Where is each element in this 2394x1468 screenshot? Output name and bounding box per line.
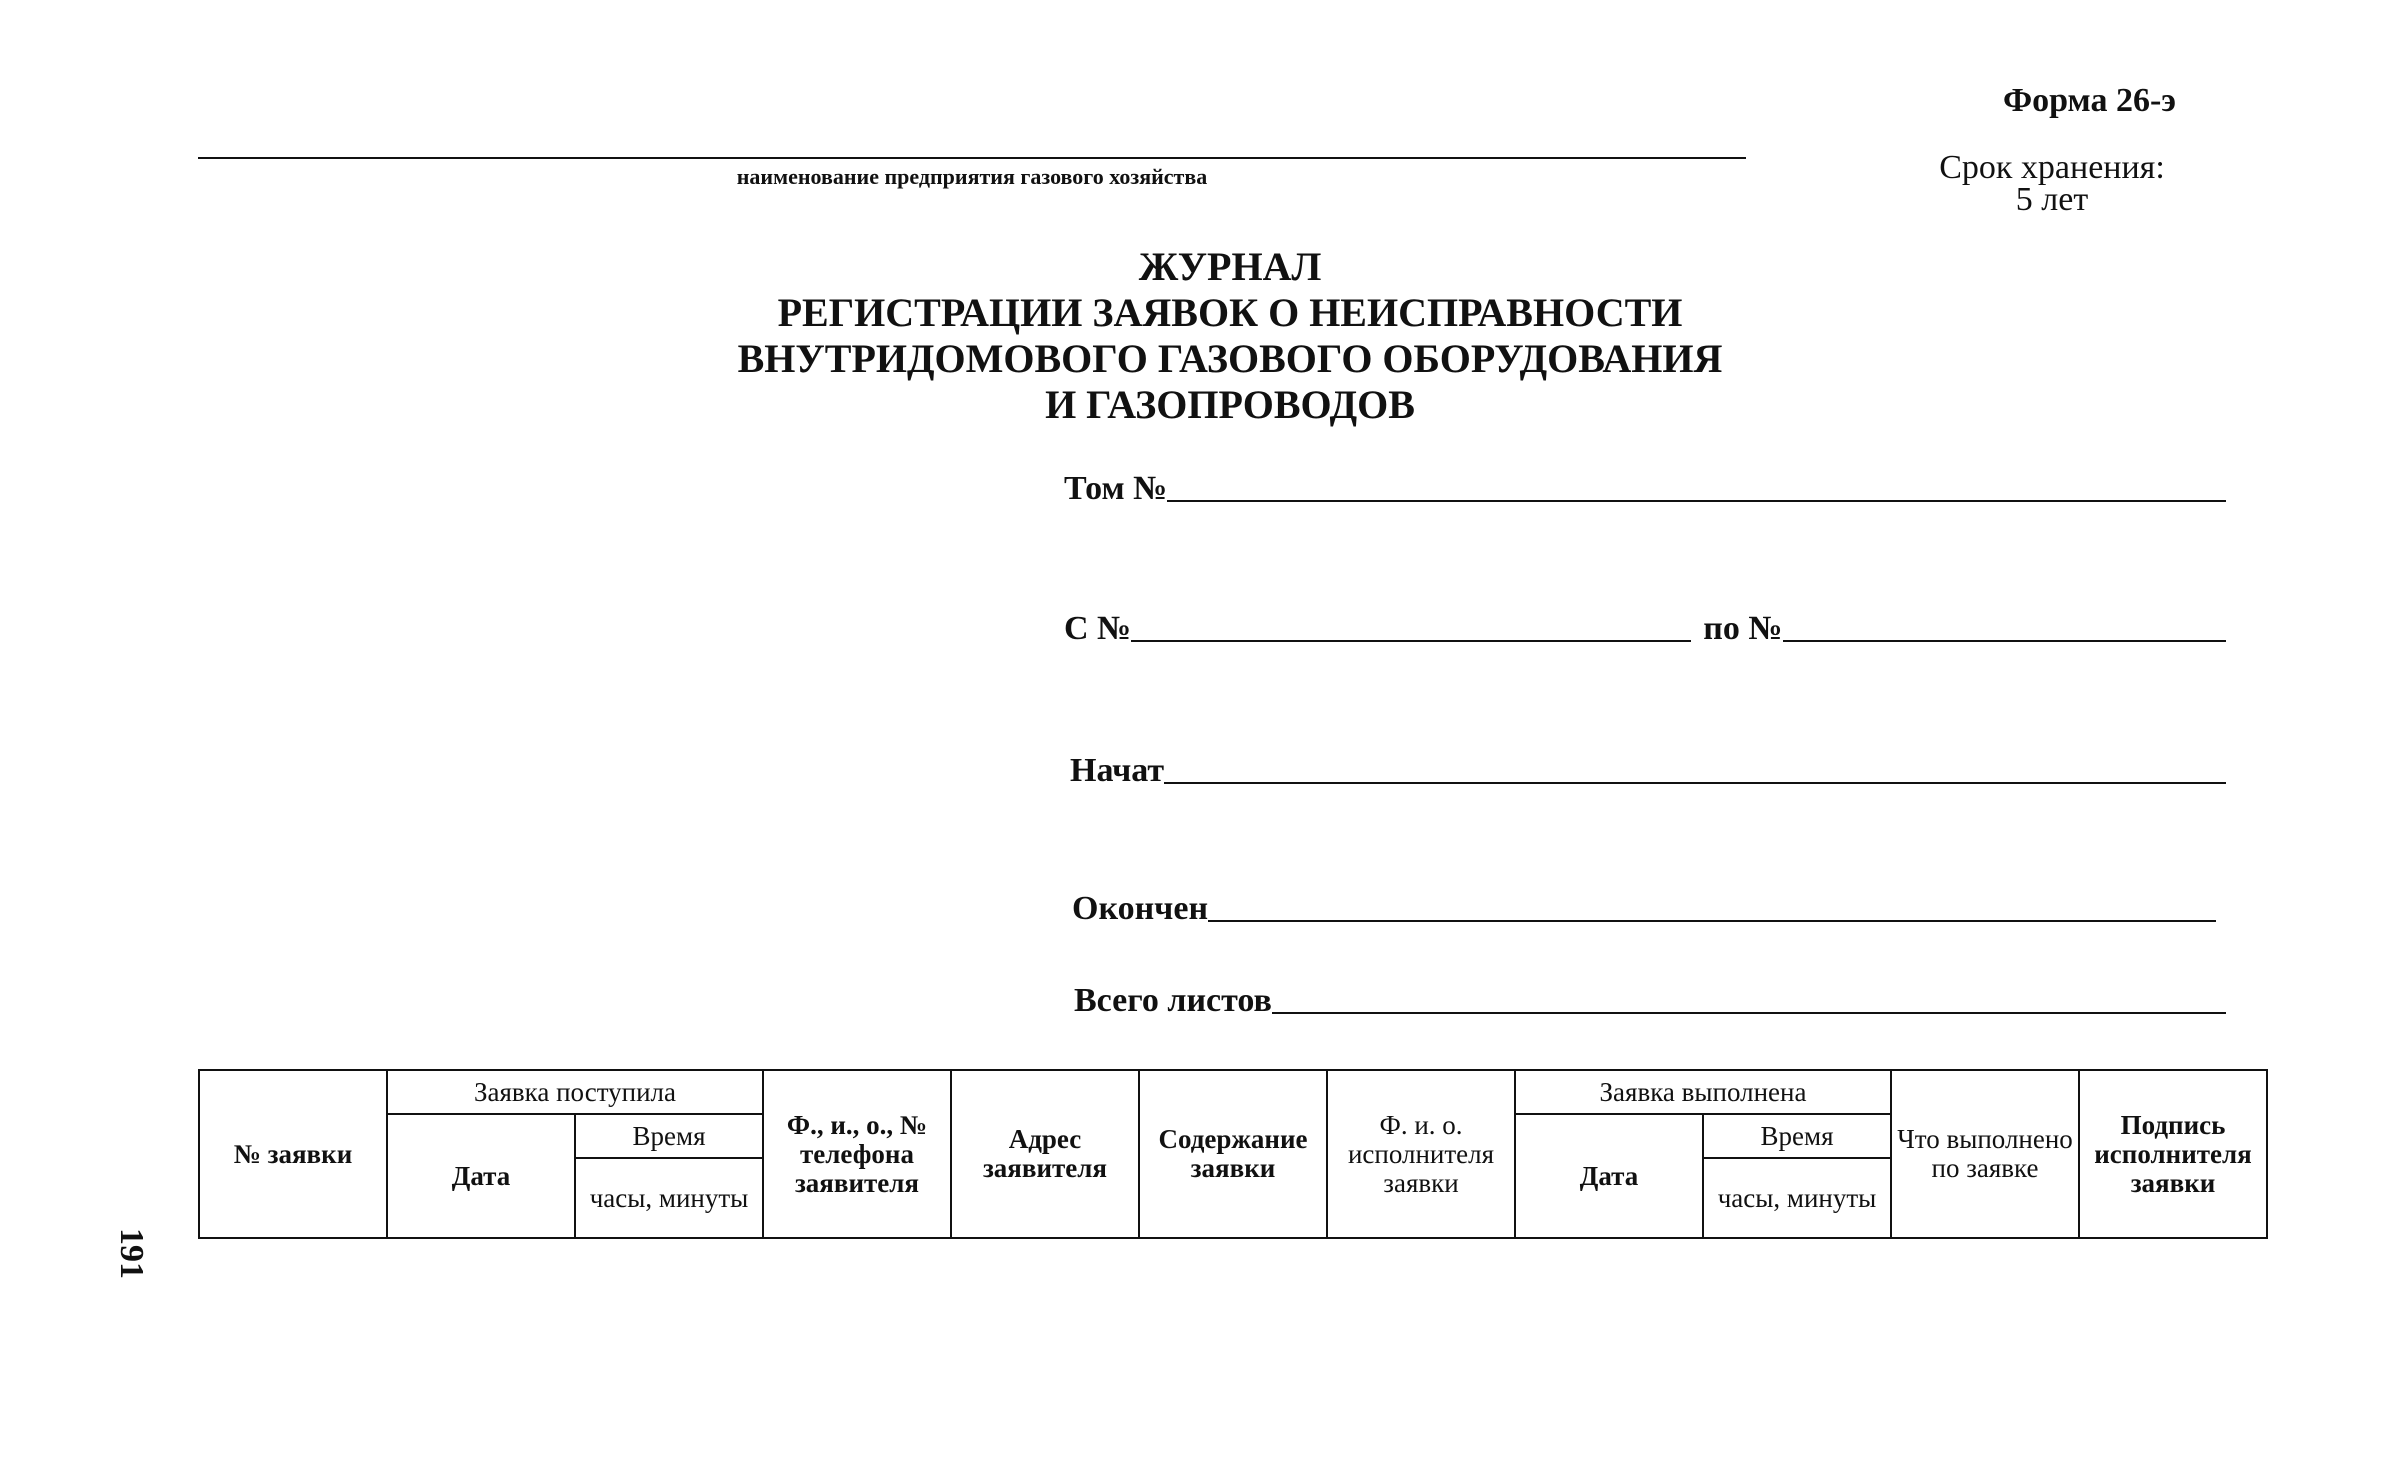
storage-value: 5 лет [2015, 181, 2089, 218]
form-code: Форма 26-э [2002, 82, 2176, 119]
finished-field[interactable] [1072, 890, 2216, 928]
storage-label: Срок хранения: [1939, 149, 2165, 186]
col-received: Заявка поступила [387, 1070, 763, 1114]
col-completed-date: Дата [1515, 1114, 1703, 1238]
col-applicant-address: Адрес заявителя [951, 1070, 1139, 1238]
total-sheets-label: Всего листов [1074, 982, 1272, 1019]
organization-name-line[interactable] [198, 157, 1746, 159]
total-sheets-input-line[interactable] [1272, 1010, 2226, 1014]
volume-label: Том № [1064, 470, 1168, 507]
to-input-line[interactable] [1783, 638, 2227, 642]
started-input-line[interactable] [1164, 780, 2226, 784]
col-executor-name: Ф. и. о. исполнителя заявки [1327, 1070, 1515, 1238]
col-received-hours-minutes: часы, минуты [575, 1158, 763, 1238]
title-line-4: И ГАЗОПРОВОДОВ [1045, 382, 1415, 427]
col-executor-signature: Подпись исполнителя заявки [2079, 1070, 2267, 1238]
col-request-content: Содержание заявки [1139, 1070, 1327, 1238]
started-field[interactable] [1070, 752, 2226, 790]
finished-input-line[interactable] [1208, 918, 2216, 922]
col-applicant-name-phone: Ф., и., о., № телефона заявителя [763, 1070, 951, 1238]
volume-field[interactable] [1064, 470, 2226, 508]
page-number: 191 [113, 1228, 150, 1279]
finished-label: Окончен [1072, 890, 1209, 927]
col-work-done: Что выполнено по заявке [1891, 1070, 2079, 1238]
title-line-1: ЖУРНАЛ [1138, 244, 1322, 289]
journal-title [530, 244, 1930, 428]
col-request-no: № заявки [199, 1070, 387, 1238]
organization-name-caption: наименование предприятия газового хозяйства [736, 164, 1208, 189]
col-completed: Заявка выполнена [1515, 1070, 1891, 1114]
to-label: по № [1703, 610, 1783, 647]
volume-input-line[interactable] [1167, 498, 2226, 502]
col-completed-time: Время [1703, 1114, 1891, 1158]
col-completed-hours-minutes: часы, минуты [1703, 1158, 1891, 1238]
storage-period [1902, 149, 2202, 218]
title-line-2: РЕГИСТРАЦИИ ЗАЯВОК О НЕИСПРАВНОСТИ [777, 290, 1683, 335]
from-input-line[interactable] [1131, 638, 1691, 642]
range-field[interactable] [1064, 610, 2226, 648]
from-label: С № [1064, 610, 1132, 647]
col-received-date: Дата [387, 1114, 575, 1238]
started-label: Начат [1070, 752, 1165, 789]
col-received-time: Время [575, 1114, 763, 1158]
title-line-3: ВНУТРИДОМОВОГО ГАЗОВОГО ОБОРУДОВАНИЯ [737, 336, 1723, 381]
total-sheets-field[interactable] [1074, 982, 2226, 1020]
registration-table [198, 1069, 2268, 1239]
